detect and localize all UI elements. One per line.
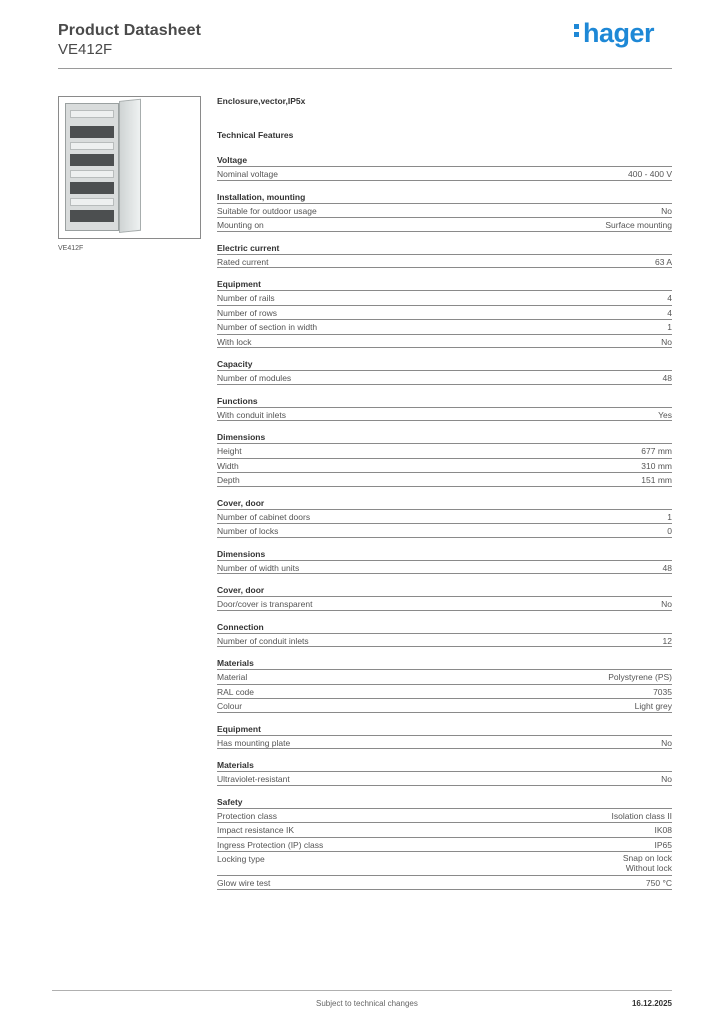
- feature-label: Glow wire test: [217, 878, 271, 888]
- section-title: Materials: [217, 760, 254, 770]
- feature-value: 48: [662, 562, 672, 573]
- feature-value: No: [661, 599, 672, 609]
- section-title: Dimensions: [217, 432, 266, 442]
- feature-section: [217, 155, 672, 181]
- feature-label: RAL code: [217, 686, 255, 697]
- feature-value: 48: [662, 373, 672, 383]
- feature-value: 400 - 400 V: [628, 169, 672, 179]
- section-title: Installation, mounting: [217, 191, 306, 202]
- feature-row: [217, 875, 672, 890]
- feature-label: Number of conduit inlets: [217, 635, 309, 646]
- logo-text: hager: [582, 18, 654, 48]
- feature-label: Number of cabinet doors: [217, 511, 311, 522]
- feature-value: No: [661, 205, 672, 216]
- feature-row: [217, 166, 672, 181]
- section-title: Electric current: [217, 242, 280, 253]
- feature-section: [217, 658, 672, 713]
- feature-value: 0: [667, 526, 672, 536]
- feature-label: Mounting on: [217, 220, 264, 230]
- feature-label: Ingress Protection (IP) class: [217, 839, 324, 850]
- section-title: Connection: [217, 621, 264, 632]
- feature-value-line: Without lock: [625, 863, 672, 873]
- feature-row: [217, 698, 672, 713]
- feature-label: Number of modules: [217, 373, 292, 383]
- feature-label: Number of locks: [217, 526, 279, 536]
- section-title: Cover, door: [217, 585, 265, 595]
- feature-section: [217, 797, 672, 890]
- feature-row: [217, 851, 672, 875]
- feature-row: [217, 771, 672, 786]
- feature-value: No: [661, 737, 672, 748]
- feature-row: [217, 523, 672, 538]
- feature-value: 4: [667, 307, 672, 318]
- feature-section: [217, 279, 672, 348]
- feature-section: [217, 549, 672, 575]
- feature-value: Light grey: [634, 701, 672, 711]
- feature-row: [217, 560, 672, 575]
- feature-value: 1: [667, 322, 672, 332]
- feature-label: Number of rails: [217, 293, 275, 303]
- feature-row: [217, 334, 672, 349]
- feature-value: 677 mm: [641, 446, 672, 456]
- section-title: Functions: [217, 395, 258, 406]
- feature-sections: [217, 155, 672, 890]
- feature-value: 4: [667, 293, 672, 303]
- feature-value: IK08: [654, 825, 672, 835]
- feature-row: [217, 509, 672, 524]
- feature-value: Yes: [658, 409, 672, 420]
- feature-section: [217, 498, 672, 538]
- feature-section: [217, 192, 672, 232]
- feature-label: Material: [217, 672, 248, 682]
- feature-section: [217, 243, 672, 269]
- feature-section: [217, 585, 672, 611]
- feature-value: Surface mounting: [605, 220, 672, 230]
- feature-section: [217, 760, 672, 786]
- section-title: Voltage: [217, 155, 248, 165]
- feature-section: [217, 359, 672, 385]
- feature-row: [217, 305, 672, 320]
- feature-label: Impact resistance IK: [217, 825, 295, 835]
- section-title: Equipment: [217, 723, 261, 734]
- feature-row: [217, 217, 672, 232]
- feature-label: Locking type: [217, 854, 265, 864]
- feature-section: [217, 622, 672, 648]
- feature-section: [217, 396, 672, 422]
- feature-label: Rated current: [217, 256, 269, 267]
- feature-label: Width: [217, 460, 239, 471]
- feature-value: 1: [667, 511, 672, 522]
- feature-label: Ultraviolet-resistant: [217, 774, 290, 784]
- product-image: [58, 96, 201, 239]
- page-title: Product Datasheet: [58, 22, 202, 39]
- feature-value: IP65: [654, 839, 672, 850]
- feature-value: 151 mm: [641, 475, 672, 485]
- feature-value: [623, 853, 672, 875]
- footer-divider: [52, 990, 672, 991]
- feature-row: [217, 458, 672, 473]
- product-code: VE412F: [58, 41, 113, 58]
- page-header: [58, 18, 672, 70]
- feature-label: Suitable for outdoor usage: [217, 205, 317, 216]
- feature-value: 750 °C: [645, 878, 672, 888]
- feature-value-line: Snap on lock: [622, 853, 672, 863]
- feature-row: [217, 808, 672, 823]
- feature-value: Polystyrene (PS): [608, 672, 672, 682]
- feature-row: [217, 407, 672, 422]
- section-title: Materials: [217, 658, 254, 668]
- feature-value: No: [661, 336, 672, 347]
- datasheet-content: [217, 96, 672, 890]
- feature-row: [217, 472, 672, 487]
- feature-value: 310 mm: [641, 460, 672, 471]
- technical-features-heading: Technical Features: [217, 130, 294, 140]
- enclosure-body: [65, 103, 119, 231]
- section-title: Safety: [217, 796, 243, 807]
- feature-label: With lock: [217, 336, 252, 347]
- feature-row: [217, 443, 672, 458]
- feature-value: 12: [662, 635, 672, 646]
- feature-label: Has mounting plate: [217, 737, 291, 748]
- feature-label: Number of section in width: [217, 322, 318, 332]
- feature-value: 7035: [653, 686, 672, 697]
- enclosure-door: [119, 99, 141, 233]
- feature-row: [217, 669, 672, 684]
- feature-label: Colour: [217, 701, 243, 711]
- feature-row: [217, 822, 672, 837]
- feature-row: [217, 684, 672, 699]
- feature-label: With conduit inlets: [217, 409, 286, 420]
- feature-row: [217, 254, 672, 269]
- feature-label: Height: [217, 446, 242, 456]
- image-caption: VE412F: [58, 245, 84, 252]
- feature-value: No: [661, 774, 672, 784]
- feature-row: [217, 290, 672, 305]
- feature-value: Isolation class II: [611, 810, 672, 821]
- section-title: Cover, door: [217, 497, 265, 508]
- section-title: Capacity: [217, 359, 253, 369]
- feature-row: [217, 633, 672, 648]
- feature-row: [217, 319, 672, 334]
- hager-logo: [574, 18, 654, 49]
- feature-row: [217, 837, 672, 852]
- feature-label: Number of rows: [217, 307, 277, 318]
- feature-value: 63 A: [654, 256, 672, 267]
- feature-row: [217, 370, 672, 385]
- feature-label: Nominal voltage: [217, 169, 278, 179]
- feature-label: Number of width units: [217, 562, 300, 573]
- logo-colon-icon: [574, 21, 581, 40]
- header-divider: [58, 68, 672, 69]
- feature-section: [217, 724, 672, 750]
- footer-date: 16.12.2025: [631, 999, 672, 1008]
- feature-label: Protection class: [217, 810, 277, 821]
- feature-label: Door/cover is transparent: [217, 599, 313, 609]
- feature-row: [217, 735, 672, 750]
- feature-row: [217, 203, 672, 218]
- section-title: Equipment: [217, 279, 261, 289]
- feature-label: Depth: [217, 475, 240, 485]
- feature-row: [217, 596, 672, 611]
- product-description: Enclosure,vector,IP5x: [217, 96, 306, 106]
- section-title: Dimensions: [217, 548, 266, 559]
- footer-note: Subject to technical changes: [316, 999, 418, 1008]
- feature-section: [217, 432, 672, 487]
